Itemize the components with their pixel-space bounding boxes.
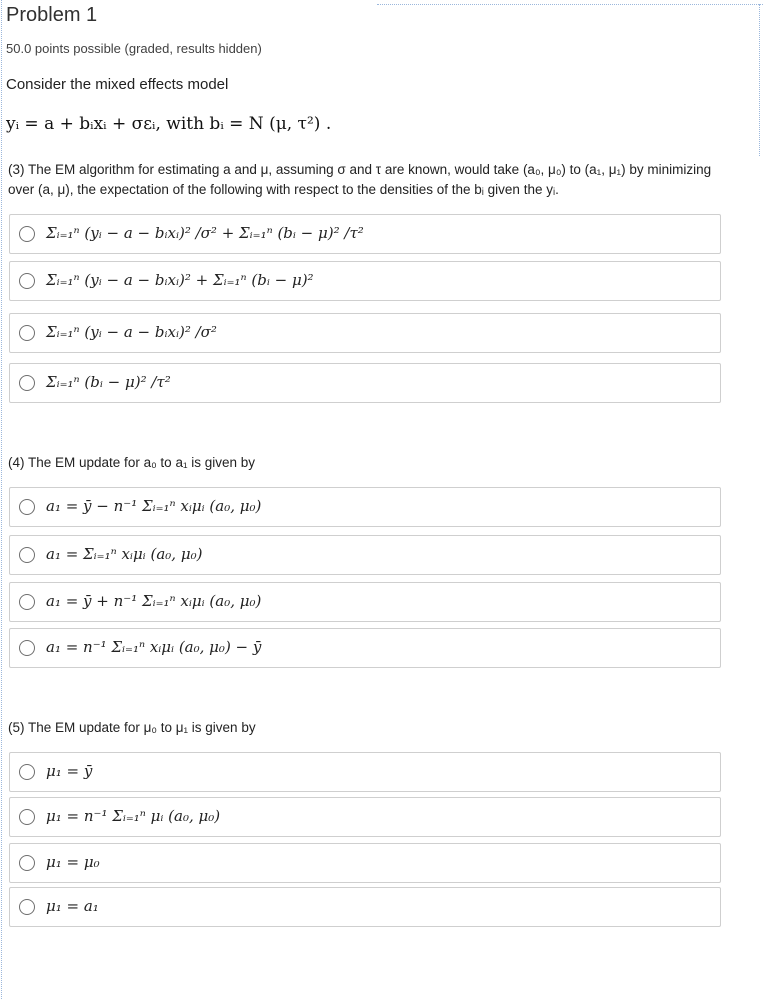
radio-button[interactable]	[19, 640, 35, 656]
problem-intro: Consider the mixed effects model	[6, 76, 229, 93]
points-info: 50.0 points possible (graded, results hidden)	[6, 41, 262, 56]
q3-prompt: (3) The EM algorithm for estimating a and μ, assuming σ and τ are known, would take (a₀, μ₀) to (a₁, μ₁) by minimizing over (a, μ), the expectation of the following with respect to the densities of the bᵢ given the yᵢ.	[8, 162, 712, 197]
model-equation: yᵢ = a + bᵢxᵢ + σεᵢ, with bᵢ = N (μ, τ²) .	[6, 114, 332, 134]
radio-button[interactable]	[19, 809, 35, 825]
radio-button[interactable]	[19, 547, 35, 563]
option-label: μ₁ = μ₀	[46, 853, 100, 871]
radio-button[interactable]	[19, 764, 35, 780]
option-label: Σᵢ₌₁ⁿ (yᵢ − a − bᵢxᵢ)² + Σᵢ₌₁ⁿ (bᵢ − μ)²	[46, 271, 314, 289]
option-label: Σᵢ₌₁ⁿ (bᵢ − μ)² /τ²	[46, 373, 171, 391]
q3-option-2[interactable]	[9, 261, 721, 301]
radio-button[interactable]	[19, 226, 35, 242]
radio-button[interactable]	[19, 899, 35, 915]
q4-prompt: (4) The EM update for a₀ to a₁ is given by	[8, 455, 256, 470]
frame-border-left	[1, 0, 2, 999]
q3-option-1[interactable]	[9, 214, 721, 254]
radio-button[interactable]	[19, 375, 35, 391]
q5-option-4[interactable]	[9, 887, 721, 927]
q3-option-3[interactable]	[9, 313, 721, 353]
q5-option-1[interactable]	[9, 752, 721, 792]
radio-button[interactable]	[19, 855, 35, 871]
q5-option-3[interactable]	[9, 843, 721, 883]
option-label: μ₁ = a₁	[46, 897, 99, 915]
problem-title: Problem 1	[6, 4, 98, 26]
option-label: a₁ = Σᵢ₌₁ⁿ xᵢμᵢ (a₀, μ₀)	[46, 545, 203, 563]
radio-button[interactable]	[19, 594, 35, 610]
option-label: μ₁ = ȳ	[46, 762, 93, 780]
radio-button[interactable]	[19, 325, 35, 341]
q4-option-4[interactable]	[9, 628, 721, 668]
q5-option-2[interactable]	[9, 797, 721, 837]
option-label: Σᵢ₌₁ⁿ (yᵢ − a − bᵢxᵢ)² /σ² + Σᵢ₌₁ⁿ (bᵢ − μ)² /τ²	[46, 224, 364, 242]
q4-option-1[interactable]	[9, 487, 721, 527]
radio-button[interactable]	[19, 273, 35, 289]
option-label: a₁ = ȳ + n⁻¹ Σᵢ₌₁ⁿ xᵢμᵢ (a₀, μ₀)	[46, 592, 262, 610]
frame-border-top	[377, 4, 763, 5]
option-label: μ₁ = n⁻¹ Σᵢ₌₁ⁿ μᵢ (a₀, μ₀)	[46, 807, 221, 825]
radio-button[interactable]	[19, 499, 35, 515]
q5-prompt: (5) The EM update for μ₀ to μ₁ is given by	[8, 720, 256, 735]
frame-border-right	[759, 4, 760, 156]
q3-option-4[interactable]	[9, 363, 721, 403]
q4-option-3[interactable]	[9, 582, 721, 622]
option-label: Σᵢ₌₁ⁿ (yᵢ − a − bᵢxᵢ)² /σ²	[46, 323, 217, 341]
option-label: a₁ = n⁻¹ Σᵢ₌₁ⁿ xᵢμᵢ (a₀, μ₀) − ȳ	[46, 638, 262, 656]
q4-option-2[interactable]	[9, 535, 721, 575]
option-label: a₁ = ȳ − n⁻¹ Σᵢ₌₁ⁿ xᵢμᵢ (a₀, μ₀)	[46, 497, 262, 515]
